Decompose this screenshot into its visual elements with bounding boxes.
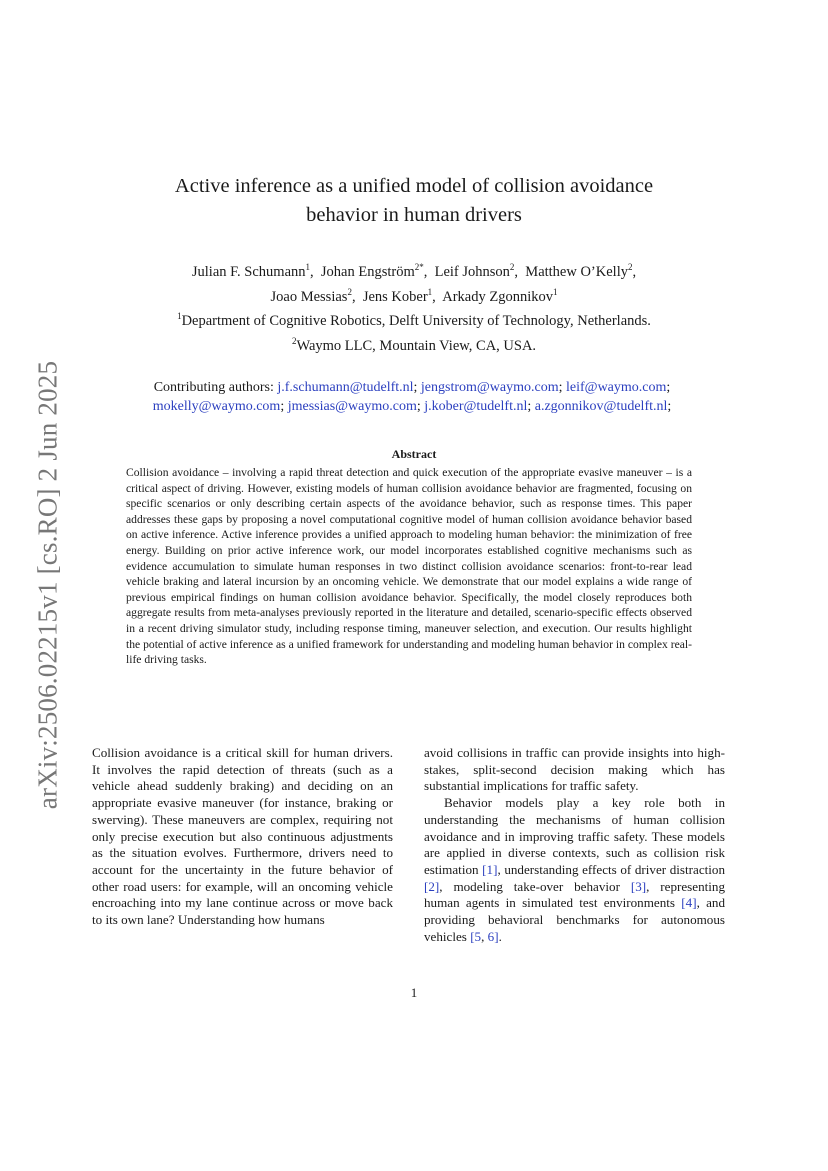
email-link[interactable]: mokelly@waymo.com xyxy=(152,399,281,414)
email-link[interactable]: j.kober@tudelft.nl xyxy=(424,399,528,414)
author-name: Johan Engström xyxy=(320,263,415,280)
author-affiliation-mark: 2 xyxy=(347,286,352,297)
affiliation-2: $^2$Waymo LLC, Mountain View, CA, USA. xyxy=(291,335,537,354)
title-line-1: Active inference as a unified model of collision avoidance xyxy=(174,175,654,197)
author-affiliation-mark: 2 xyxy=(627,262,633,272)
author-affiliation-mark: 1 xyxy=(305,262,311,272)
email-link[interactable]: j.f.schumann@tudelft.nl xyxy=(277,380,414,395)
author-affiliation-mark: 1 xyxy=(552,286,558,297)
citation-link[interactable]: [5 xyxy=(470,928,482,944)
body-column-right xyxy=(424,745,725,945)
citation-link[interactable]: [4] xyxy=(681,895,697,911)
author-name: Matthew O’Kelly xyxy=(525,263,628,280)
abstract-text: Collision avoidance – involving a rapid threat detection and quick execution of the appropriate evasive maneuver – is a critical aspect of driving. However, existing models of human collision avoidance behavior are fragmented, focusing on specific scenarios or only describing certain aspects of the avoidance behavior, such as response times. This paper addresses these gaps by proposing a novel computational cognitive model of human collision avoidance behavior based on active inference. Active inference provides a unified approach to modeling human behavior: the minimization of free energy. Building on prior active inference work, our model incorporates established cognitive mechanisms such as evidence accumulation to simulate human responses in two distinct collision avoidance scenarios: front-to-rear lead vehicle braking and lateral incursion by an oncoming vehicle. We demonstrate that our model explains a wide range of previous empirical findings on human collision avoidance behavior. Specifically, the model closely reproduces both aggregate results from meta-analyses previously reported in the literature and detailed, scenario-specific effects observed in a recent driving simulator study, including response timing, maneuver selection, and execution. Our results highlight the potential of active inference as a unified framework for understanding and modeling human behavior in complex real-life driving tasks. xyxy=(126,466,692,667)
body-paragraph: Collision avoidance is a critical skill for human drivers. It involves the rapid detection of threats (such as a vehicle ahead suddenly braking) and deciding on an appropriate evasive maneuver (for instance, braking or swerving). These maneuvers are complex, requiring not only precise execution but also continuous adjustments as the situation evolves. Furthermore, drivers need to account for the uncertainty in the future behavior of other road users: for example, will an oncoming vehicle encroaching into my lane continue across or move back to its own lane? Understanding how humans xyxy=(92,745,393,928)
email-link[interactable]: jmessias@waymo.com xyxy=(287,399,417,414)
body-column-left xyxy=(92,745,393,929)
email-link[interactable]: a.zgonnikov@tudelft.nl xyxy=(534,399,668,414)
author-name: Joao Messias xyxy=(270,288,348,305)
affiliation-1: $^1$Department of Cognitive Robotics, Delft University of Technology, Netherlands. xyxy=(177,311,651,329)
citation-link[interactable]: [3] xyxy=(630,878,647,894)
author-affiliation-mark: 2 xyxy=(509,262,515,272)
body-paragraph: Behavior models play a key role both in understanding the mechanisms of human collision avoidance and in improving traffic safety. These models are applied in diverse contexts, such as collision risk estimation [1], understanding effects of driver distraction [2], modeling take-over behavior [3], representing human agents in simulated test environments [4], and providing behavioral benchmarks for autonomous vehicles [5, 6]. xyxy=(424,795,726,944)
page-number: 1 xyxy=(410,985,418,1000)
title-line-2: behavior in human drivers xyxy=(306,204,522,226)
author-name: Jens Kober xyxy=(362,288,428,305)
email-link[interactable]: jengstrom@waymo.com xyxy=(420,380,559,395)
contributing-label: Contributing authors: xyxy=(153,380,274,395)
author-list: Julian F. Schumann$^1$, Johan Engström$^{2*}$, Leif Johnson$^2$, Matthew O’Kelly$^2$, Joao Messias$^2$, Jens Kober$^1$, Arkady Zgonnikov$^1$ xyxy=(191,262,637,305)
author-affiliation-mark: 1 xyxy=(427,286,433,297)
citation-link[interactable]: 6] xyxy=(487,928,499,944)
author-name: Leif Johnson xyxy=(434,263,510,280)
contributing-authors: Contributing authors: j.f.schumann@tudelft.nl; jengstrom@waymo.com; leif@waymo.com; mokelly@waymo.com; jmessias@waymo.com; j.kober@tudelft.nl; a.zgonnikov@tudelft.nl; xyxy=(152,380,672,414)
citation-link[interactable]: [2] xyxy=(424,878,440,894)
author-name: Arkady Zgonnikov xyxy=(442,288,553,305)
paper-title xyxy=(0,172,828,230)
citation-link[interactable]: [1] xyxy=(482,861,498,877)
body-paragraph: avoid collisions in traffic can provide insights into high-stakes, split-second decision making which has substantial implications for traffic safety. xyxy=(424,745,725,794)
abstract-heading: Abstract xyxy=(391,447,437,461)
arxiv-stamp: arXiv:2506.02215v1 [cs.RO] 2 Jun 2025 xyxy=(32,360,63,810)
author-affiliation-mark: 2* xyxy=(414,262,424,272)
author-name: Julian F. Schumann xyxy=(191,263,306,280)
email-link[interactable]: leif@waymo.com xyxy=(566,380,667,395)
affiliations xyxy=(0,306,828,356)
